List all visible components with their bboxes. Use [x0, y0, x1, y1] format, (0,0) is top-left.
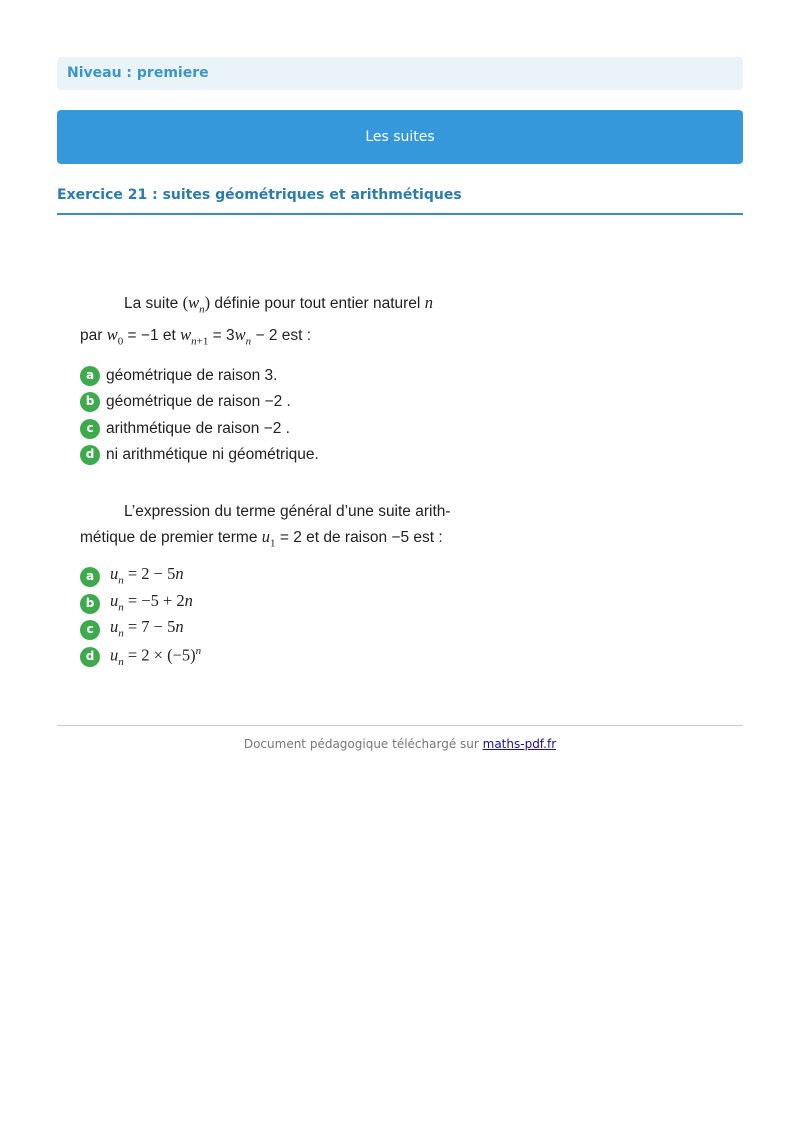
exercise-image: [80, 290, 510, 670]
question-2-stem: L’expression du terme général d’une suite arith- métique de premier terme $u_1 = 2$ et de raison −5 est :: [80, 502, 451, 549]
question-1-options: [80, 363, 510, 469]
option-d: [80, 442, 510, 469]
option-badge: d: [80, 647, 100, 667]
option-b: [80, 389, 510, 416]
option-a: [80, 363, 510, 390]
option-c: [80, 416, 510, 443]
question-2-options: [80, 564, 510, 670]
option-formula: $u_n = 2 \times (-5)^n$: [110, 645, 202, 669]
option-badge: b: [80, 392, 100, 412]
footer-divider: [57, 725, 743, 726]
option-a: [80, 564, 510, 591]
site-link[interactable]: maths-pdf.fr: [482, 737, 557, 751]
option-badge: c: [80, 620, 100, 640]
chapter-banner: Les suites: [57, 110, 743, 164]
option-b: [80, 590, 510, 617]
option-badge: d: [80, 445, 100, 465]
option-text: géométrique de raison 3.: [106, 366, 278, 384]
exercise-title: Exercice 21 : suites géométriques et arithmétiques: [57, 185, 743, 215]
option-badge: a: [80, 366, 100, 386]
question-1-stem: La suite $(w_n)$ définie pour tout entier naturel n par $w_0 = -1$ et $w_{n+1} = 3w_n - 2$ est :: [80, 293, 433, 348]
option-formula: $u_n = -5 + 2n$: [110, 590, 193, 613]
option-badge: a: [80, 567, 100, 587]
option-text: arithmétique de raison −2 .: [106, 419, 290, 437]
footer-text: Document pédagogique téléchargé sur: [243, 737, 483, 751]
option-badge: c: [80, 419, 100, 439]
option-badge: b: [80, 594, 100, 614]
option-text: ni arithmétique ni géométrique.: [106, 446, 319, 464]
option-text: géométrique de raison −2 .: [106, 393, 291, 411]
option-formula: $u_n = 7 - 5n$: [110, 617, 184, 640]
level-label: Niveau : premiere: [57, 57, 743, 90]
option-formula: $u_n = 2 - 5n$: [110, 564, 184, 587]
option-d: [80, 643, 510, 670]
footer: [57, 737, 743, 751]
